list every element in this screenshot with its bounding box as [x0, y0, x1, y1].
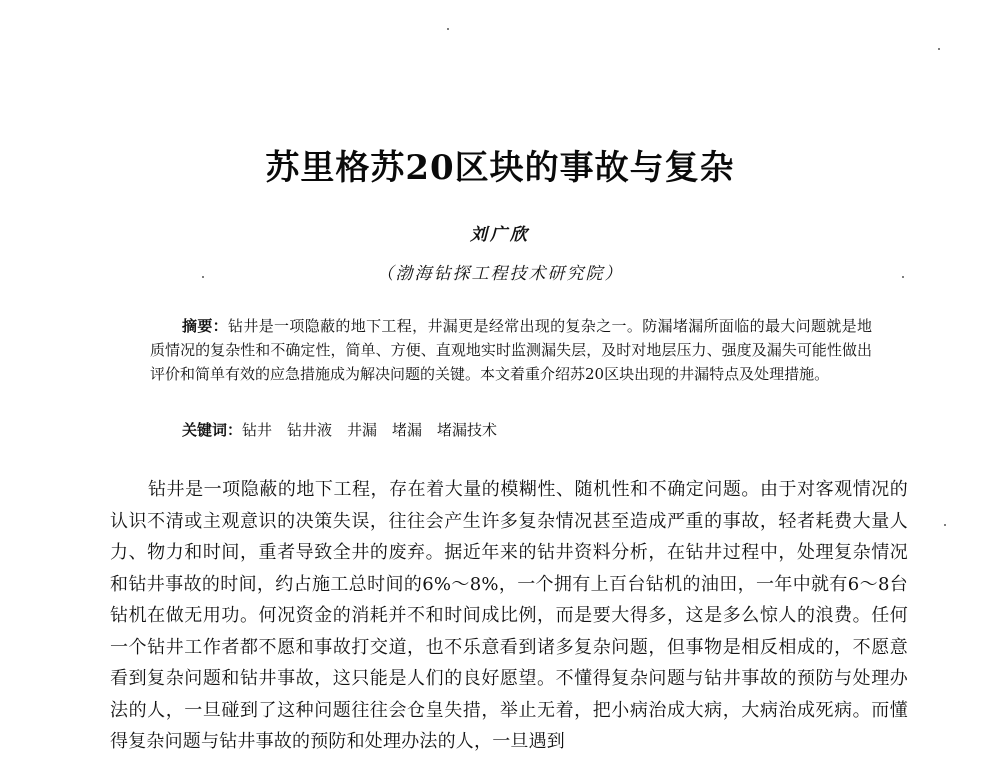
keywords-label: 关键词：: [182, 421, 243, 439]
scan-speck: [938, 48, 940, 50]
paper-title: 苏里格苏20区块的事故与复杂: [265, 148, 735, 188]
body-paragraph: 钻井是一项隐蔽的地下工程，存在着大量的模糊性、随机性和不确定问题。由于对客观情况的认识不清或主观意识的决策失误，往往会产生许多复杂情况甚至造成严重的事故，轻者耗费大量人力、物力和时间，重者导致全井的废弃。据近年来的钻井资料分析，在钻井过程中，处理复杂情况和钻井事故的时间，约占施工总时间的6%～8%，一个拥有上百台钻机的油田，一年中就有6～8台钻机在做无用功。何况资金的消耗并不和时间成比例，而是要大得多，这是多么惊人的浪费。任何一个钻井工作者都不愿和事故打交道，也不乐意看到诸多复杂问题，但事物是相反相成的，不愿意看到复杂问题和钻井事故，这只能是人们的良好愿望。不懂得复杂问题与钻井事故的预防与处理办法的人，一旦碰到了这种问题往往会仓皇失措，举止无着，把小病治成大病，大病治成死病。而懂得复杂问题与钻井事故的预防和处理办法的人，一旦遇到: [110, 479, 908, 752]
paper-affiliation: （渤海钻探工程技术研究院）: [376, 264, 624, 284]
keywords-block: [182, 418, 497, 442]
scan-speck: [944, 524, 946, 526]
scan-speck: [447, 28, 449, 30]
abstract-label: 摘要：: [182, 317, 229, 335]
abstract-block: [150, 314, 872, 386]
abstract-text: 钻井是一项隐蔽的地下工程，井漏更是经常出现的复杂之一。防漏堵漏所面临的最大问题就是地质情况的复杂性和不确定性，简单、方便、直观地实时监测漏失层，及时对地层压力、强度及漏失可能性做出评价和简单有效的应急措施成为解决问题的关键。本文着重介绍苏20区块出现的井漏特点及处理措施。: [150, 317, 872, 383]
keywords-text: 钻井 钻井液 井漏 堵漏 堵漏技术: [242, 421, 498, 439]
paper-author: 刘广欣: [470, 225, 530, 245]
